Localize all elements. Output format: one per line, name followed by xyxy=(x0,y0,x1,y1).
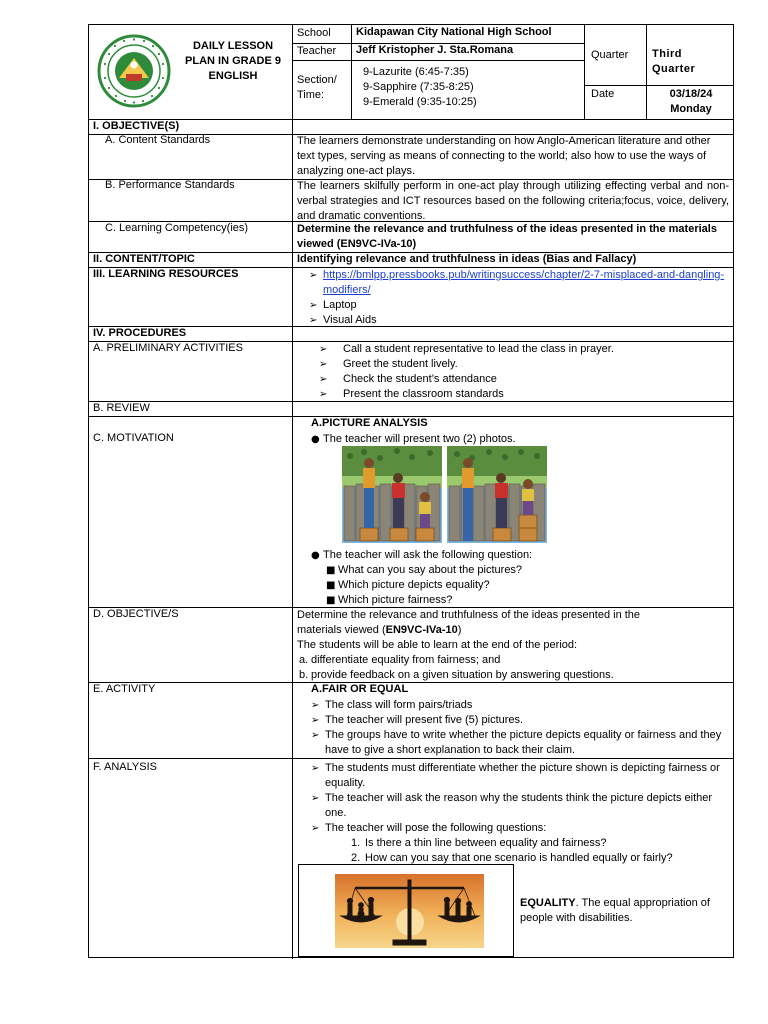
section-time-label: Section/ Time: xyxy=(297,74,337,101)
equality-silhouette-image xyxy=(335,874,484,948)
activity-label: E. ACTIVITY xyxy=(93,683,156,695)
list-item: ➢ The students must differentiate whether the picture shown is depicting fairness or equality. xyxy=(311,761,725,791)
resources-label: III. LEARNING RESOURCES xyxy=(93,268,239,280)
date-label: Date xyxy=(591,88,615,100)
activity-list xyxy=(311,698,723,758)
objective-d-label: D. OBJECTIVE/S xyxy=(93,608,179,620)
resource-link-item xyxy=(309,268,729,298)
list-item: ➢ The teacher will present five (5) pictures. xyxy=(311,713,723,728)
resources-list xyxy=(309,268,729,328)
objective-d-text: Determine the relevance and truthfulness of the ideas presented in the materials viewed (EN9VC-IVa-10) The students will be able to learn at the end of the period: a. differentiate equality from fairness; and b. provide feedback on a given situation by answering questions. xyxy=(297,608,731,683)
question-item: 1. Is there a thin line between equality and fairness? xyxy=(351,837,607,849)
question-item: ■ Which picture depicts equality? xyxy=(311,578,721,593)
performance-standards-text: The learners skilfully perform in one-act play through utilizing effecting verbal and non-verbal strategies and ICT resources based on the following criteria;focus, voice, delivery, and dramatic conventions. xyxy=(297,180,729,222)
content-standards-text: The learners demonstrate understanding on how Anglo-American literature and other text types, serving as means of connecting to the world; also how to use the ways of analyzing one-act plays. xyxy=(297,135,711,177)
competency-text: Determine the relevance and truthfulness of the ideas presented in the materials viewed (EN9VC-IVa-10) xyxy=(297,223,717,250)
activity-heading: A.FAIR OR EQUAL xyxy=(311,683,409,695)
equality-caption: EQUALITY. The equal appropriation of people with disabilities. xyxy=(520,897,710,924)
teacher-label: Teacher xyxy=(297,45,337,57)
list-item: ➢ Call a student representative to lead the class in prayer. xyxy=(309,342,729,357)
lesson-plan-title: DAILY LESSON PLAN IN GRADE 9 ENGLISH xyxy=(185,40,281,82)
list-item: b. provide feedback on a given situation by answering questions. xyxy=(299,669,614,681)
performance-standards-label: B. Performance Standards xyxy=(105,179,235,191)
preliminary-label: A. PRELIMINARY ACTIVITIES xyxy=(93,342,243,354)
list-item: ➢ The teacher will pose the following questions: xyxy=(311,821,725,836)
competency-label: C. Learning Competency(ies) xyxy=(105,222,249,234)
deped-seal-logo xyxy=(97,34,171,108)
list-item: ➢ The teacher will ask the reason why the students think the picture depicts either one. xyxy=(311,791,725,821)
fairness-cartoon-image xyxy=(447,446,547,543)
resource-item: ➢ Laptop xyxy=(309,298,729,313)
analysis-label: F. ANALYSIS xyxy=(93,761,157,773)
motivation-label: C. MOTIVATION xyxy=(93,432,174,444)
equality-image-frame xyxy=(298,864,514,957)
school-value: Kidapawan City National High School xyxy=(356,26,552,38)
date-value: 03/18/24 Monday xyxy=(669,88,713,115)
lesson-plan-table xyxy=(88,24,734,958)
motivation-bullet-1: ● The teacher will present two (2) photos. xyxy=(311,432,721,447)
list-item: ➢ Check the student’s attendance xyxy=(309,372,729,387)
preliminary-list xyxy=(309,342,729,402)
question-item: 2. How can you say that one scenario is handled equally or fairly? xyxy=(351,852,673,864)
content-standards-label: A. Content Standards xyxy=(105,134,211,146)
list-item: ➢ Present the classroom standards xyxy=(309,387,729,402)
list-item: a. differentiate equality from fairness; and xyxy=(299,654,501,666)
motivation-heading: A.PICTURE ANALYSIS xyxy=(311,417,428,429)
section-list: 9-Lazurite (6:45-7:35) 9-Sapphire (7:35-8:25) 9-Emerald (9:35-10:25) xyxy=(363,66,477,108)
teacher-value: Jeff Kristopher J. Sta.Romana xyxy=(356,44,514,56)
list-item: ➢ The groups have to write whether the picture depicts equality or fairness and they have to give a short explanation to back their claim. xyxy=(311,728,723,758)
review-label: B. REVIEW xyxy=(93,402,150,414)
content-topic-text: Identifying relevance and truthfulness in ideas (Bias and Fallacy) xyxy=(297,253,637,265)
resource-link[interactable]: https://bmlpp.pressbooks.pub/writingsuccess/chapter/2-7-misplaced-and-dangling-modifiers/ xyxy=(323,269,725,296)
motivation-questions xyxy=(311,563,721,608)
resource-item: ➢ Visual Aids xyxy=(309,313,729,328)
motivation-bullet-2: ● The teacher will ask the following question: xyxy=(311,548,721,563)
school-label: School xyxy=(297,27,331,39)
quarter-label: Quarter xyxy=(591,49,629,61)
objectives-heading: I. OBJECTIVE(S) xyxy=(93,120,180,132)
question-item: ■ What can you say about the pictures? xyxy=(311,563,721,578)
list-item: ➢ The class will form pairs/triads xyxy=(311,698,723,713)
procedures-heading: IV. PROCEDURES xyxy=(93,327,187,339)
content-topic-label: II. CONTENT/TOPIC xyxy=(93,253,195,265)
question-item: ■ Which picture fairness? xyxy=(311,593,721,608)
list-item: ➢ Greet the student lively. xyxy=(309,357,729,372)
quarter-value: Third Quarter xyxy=(652,48,696,75)
analysis-list xyxy=(311,761,725,866)
equality-cartoon-image xyxy=(342,446,442,543)
